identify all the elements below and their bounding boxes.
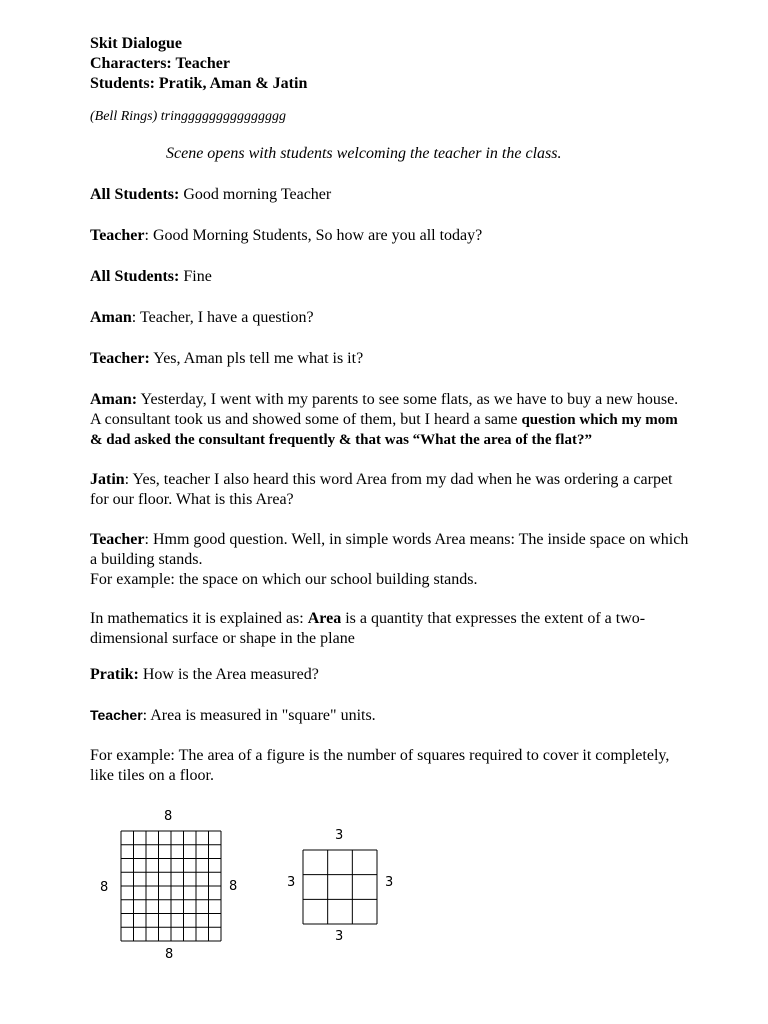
big-grid-bottom-label: 8 bbox=[165, 947, 174, 962]
dialogue-line-10 bbox=[90, 665, 690, 685]
students-line: Students: Pratik, Aman & Jatin bbox=[90, 75, 308, 92]
dialogue-bold-text: question which my mom & dad asked the consultant frequently & that was “What the area of the flat?” bbox=[90, 412, 678, 448]
dialogue-line-7 bbox=[90, 470, 690, 510]
dialogue-line-2 bbox=[90, 226, 690, 246]
dialogue-text: : Hmm good question. Well, in simple words Area means: The inside space on which a building stands. bbox=[90, 531, 689, 568]
bell-line: (Bell Rings) tringgggggggggggggg bbox=[90, 109, 286, 124]
grid-8x8-figure bbox=[120, 830, 222, 942]
scene-line: Scene opens with students welcoming the teacher in the class. bbox=[166, 145, 562, 162]
dialogue-text-2: For example: the space on which our school building stands. bbox=[90, 571, 478, 588]
document-body bbox=[90, 34, 690, 786]
speaker-label: All Students: bbox=[90, 186, 180, 203]
dialogue-text: Yesterday, I went with my parents to see some flats, as we have to buy a new house. A consultant took us and showed some of them, but I heard a same bbox=[90, 391, 679, 428]
dialogue-text: In mathematics it is explained as: bbox=[90, 610, 308, 627]
speaker-label: Jatin bbox=[90, 471, 125, 488]
big-grid-left-label: 8 bbox=[100, 880, 109, 895]
speaker-label: Teacher bbox=[90, 227, 145, 244]
dialogue-text: How is the Area measured? bbox=[138, 666, 319, 683]
small-grid-bottom-label: 3 bbox=[335, 929, 344, 944]
characters-line: Characters: Teacher bbox=[90, 55, 230, 72]
dialogue-bold-word: Area bbox=[307, 610, 342, 627]
small-grid-top-label: 3 bbox=[335, 828, 344, 843]
dialogue-line-9 bbox=[90, 609, 690, 649]
speaker-label: Aman: bbox=[90, 391, 138, 408]
dialogue-text: Yes, Aman pls tell me what is it? bbox=[149, 350, 364, 367]
speaker-label: Teacher: bbox=[90, 350, 150, 367]
dialogue-text: For example: The area of a figure is the number of squares required to cover it completely, like tiles on a floor. bbox=[90, 747, 670, 784]
speaker-label: Aman bbox=[90, 309, 132, 326]
big-grid-top-label: 8 bbox=[164, 809, 173, 824]
dialogue-line-6 bbox=[90, 390, 690, 450]
speaker-label: Teacher bbox=[90, 531, 145, 548]
small-grid-right-label: 3 bbox=[385, 875, 394, 890]
dialogue-line-4 bbox=[90, 308, 690, 328]
grid-3x3-figure bbox=[302, 849, 378, 925]
doc-title: Skit Dialogue bbox=[90, 35, 183, 52]
dialogue-line-8 bbox=[90, 530, 690, 590]
dialogue-line-3 bbox=[90, 267, 690, 287]
dialogue-text: : Yes, teacher I also heard this word Area from my dad when he was ordering a carpet for our floor. What is this Area? bbox=[90, 471, 673, 508]
dialogue-line-1 bbox=[90, 185, 690, 205]
dialogue-text: : Teacher, I have a question? bbox=[131, 309, 314, 326]
speaker-label: Pratik: bbox=[90, 666, 139, 683]
dialogue-text: : Good Morning Students, So how are you all today? bbox=[144, 227, 483, 244]
speaker-label: Teacher bbox=[90, 707, 143, 723]
dialogue-line-12 bbox=[90, 746, 690, 786]
small-grid-left-label: 3 bbox=[287, 875, 296, 890]
dialogue-line-11 bbox=[90, 705, 690, 726]
dialogue-line-5 bbox=[90, 349, 690, 369]
dialogue-text: Fine bbox=[179, 268, 212, 285]
dialogue-text: Good morning Teacher bbox=[179, 186, 332, 203]
speaker-label: All Students: bbox=[90, 268, 180, 285]
dialogue-text-after: is a quantity that expresses the extent of a two-dimensional surface or shape in the plane bbox=[90, 610, 646, 647]
dialogue-text: : Area is measured in "square" units. bbox=[142, 707, 376, 724]
big-grid-right-label: 8 bbox=[229, 879, 238, 894]
